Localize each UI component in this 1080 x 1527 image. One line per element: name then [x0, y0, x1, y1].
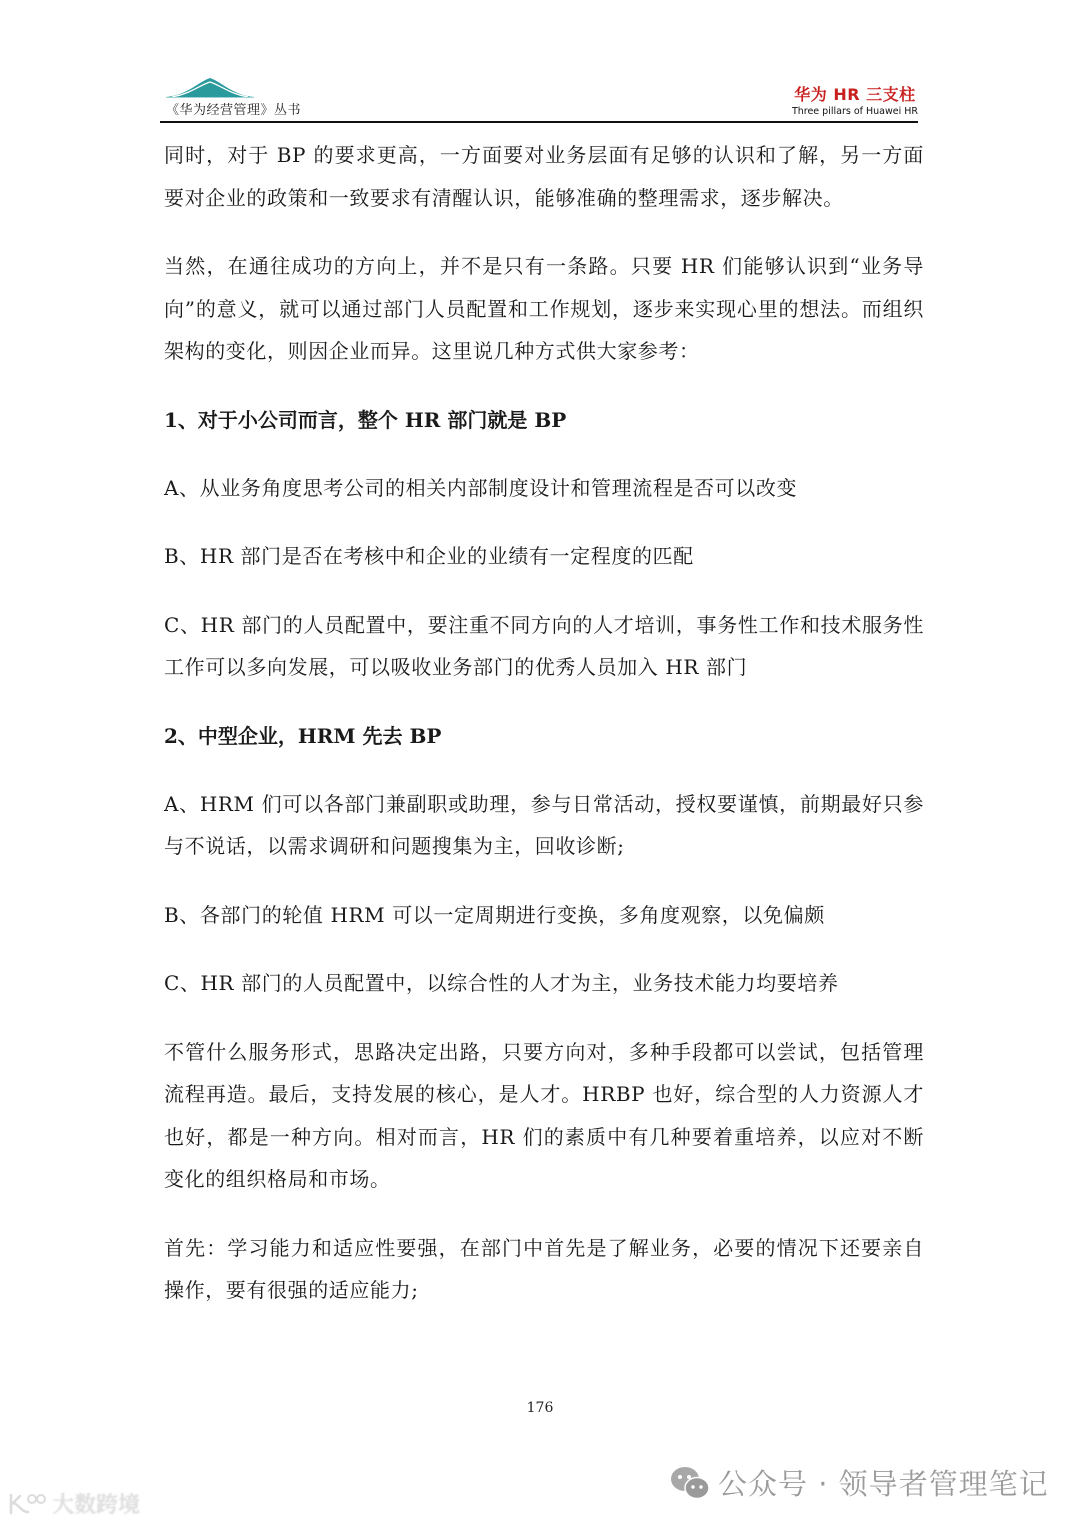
- page-header: [160, 74, 918, 120]
- list-item: A、从业务角度思考公司的相关内部制度设计和管理流程是否可以改变: [164, 475, 798, 500]
- paragraph: 当然，在通往成功的方向上，并不是只有一条路。只要 HR 们能够认识到“业务导向”的意义，就可以通过部门人员配置和工作规划，逐步来实现心里的想法。而组织架构的变化，则因企业而异。这里说几种方式供大家参考：: [164, 254, 924, 363]
- list-item: C、HR 部门的人员配置中，以综合性的人才为主，业务技术能力均要培养: [164, 971, 839, 995]
- list-item: A、HRM 们可以各部门兼副职或助理，参与日常活动，授权要谨慎，前期最好只参与不说话，以需求调研和问题搜集为主，回收诊断;: [164, 791, 924, 858]
- list-item: C、HR 部门的人员配置中，要注重不同方向的人才培训，事务性工作和技术服务性工作可以多向发展，可以吸收业务部门的优秀人员加入 HR 部门: [164, 612, 924, 679]
- k100-logo-icon: [8, 1492, 48, 1516]
- section-heading-2: 2、中型企业，HRM 先去 BP: [164, 723, 442, 748]
- wechat-icon: [670, 1466, 710, 1500]
- list-item: B、各部门的轮值 HRM 可以一定周期进行变换，多角度观察，以免偏颇: [164, 902, 825, 927]
- brand-block: [792, 82, 918, 117]
- paragraph: 首先：学习能力和适应性要强，在部门中首先是了解业务，必要的情况下还要亲自操作，要有很强的适应能力;: [164, 1235, 924, 1302]
- brand-title-cn: 华为 HR 三支柱: [794, 85, 916, 104]
- header-divider: [160, 121, 918, 123]
- wechat-watermark: [670, 1462, 1049, 1503]
- list-item: B、HR 部门是否在考核中和企业的业绩有一定程度的匹配: [164, 544, 694, 568]
- wechat-watermark-text: 公众号 · 领导者管理笔记: [718, 1467, 1049, 1501]
- section-heading-1: 1、对于小公司而言，整个 HR 部门就是 BP: [164, 407, 567, 432]
- paragraph: 同时，对于 BP 的要求更高，一方面要对业务层面有足够的认识和了解，另一方面要对企业的政策和一致要求有清醒认识，能够准确的整理需求，逐步解决。: [164, 143, 924, 210]
- document-body: [164, 134, 924, 1338]
- paragraph: 不管什么服务形式，思路决定出路，只要方向对，多种手段都可以尝试，包括管理流程再造。最后，支持发展的核心，是人才。HRBP 也好，综合型的人力资源人才也好，都是一种方向。相对而言，HR 们的素质中有几种要着重培养，以应对不断变化的组织格局和市场。: [164, 1039, 924, 1191]
- k100-watermark: [8, 1488, 140, 1519]
- brand-title-en: Three pillars of Huawei HR: [791, 106, 918, 117]
- series-title: 《华为经营管理》丛书: [166, 103, 302, 118]
- mountain-logo-icon: [166, 76, 254, 98]
- page-number: 176: [526, 1400, 554, 1416]
- k100-watermark-text: 大数跨境: [52, 1493, 141, 1518]
